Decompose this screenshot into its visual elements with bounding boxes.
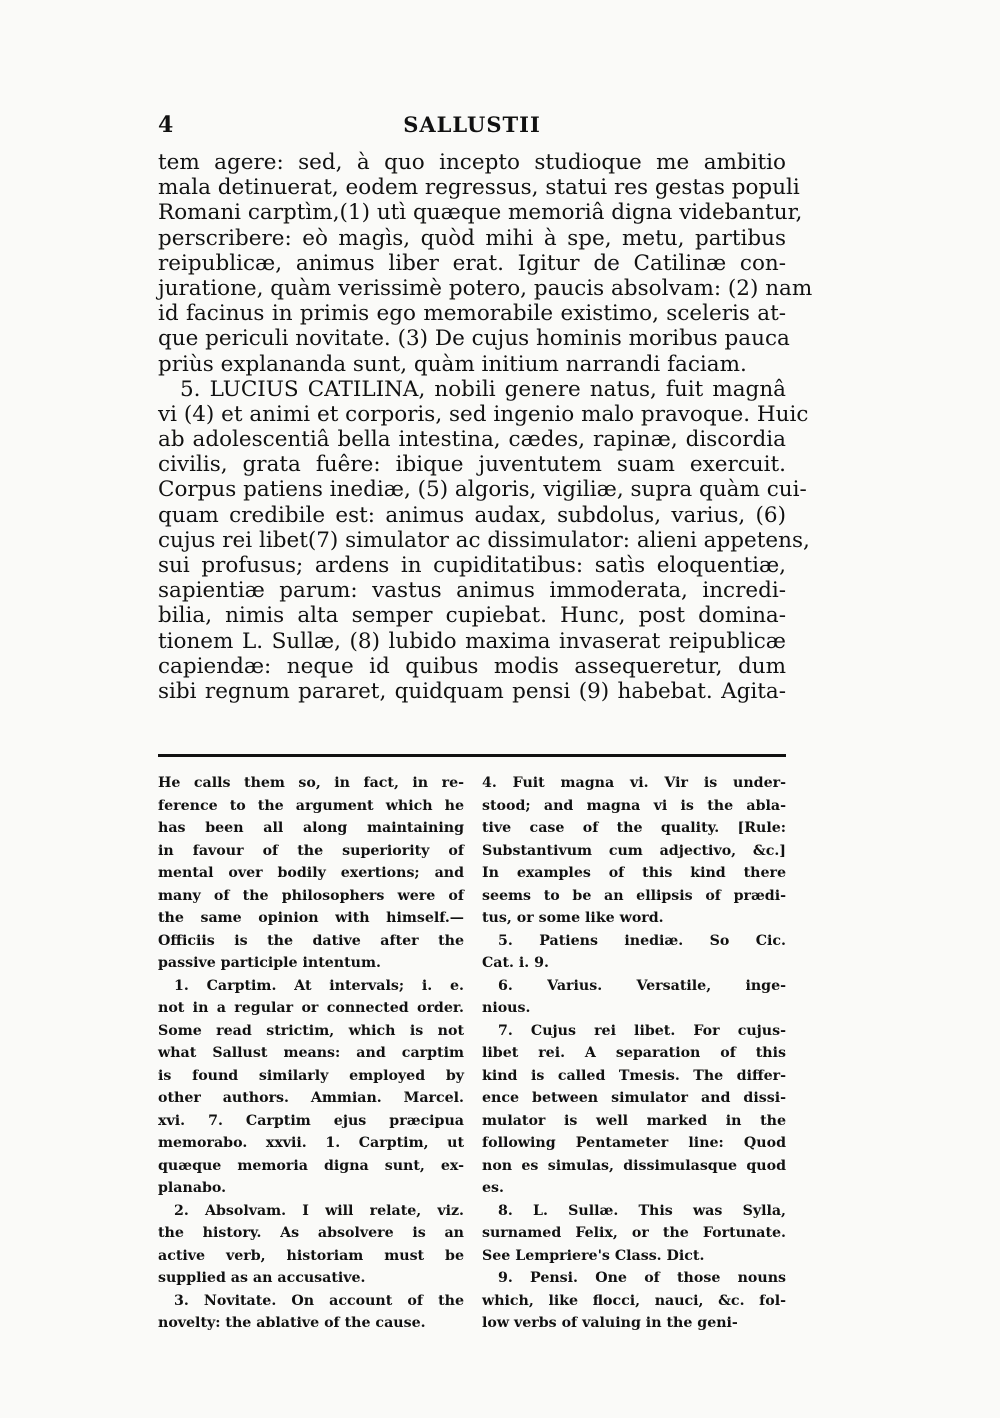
page-header — [158, 112, 786, 142]
page-number: 4 — [158, 112, 174, 138]
text-line: kind is called Tmesis. The differ- — [482, 1067, 786, 1084]
text-line: Romani carptìm,(1) utì quæque memoriâ digna videbantur, — [158, 200, 803, 226]
text-line: low verbs of valuing in the geni- — [482, 1315, 738, 1331]
text-line: Corpus patiens inediæ, (5) algoris, vigiliæ, supra quàm cui- — [158, 477, 807, 503]
text-line: See Lempriere's Class. Dict. — [482, 1247, 705, 1264]
text-line: reipublicæ, animus liber erat. Igitur de Catilinæ con- — [158, 250, 786, 276]
text-line: quam credibile est: animus audax, subdolus, varius, (6) — [158, 502, 786, 528]
text-line: id facinus in primis ego memorabile existimo, sceleris at- — [158, 301, 786, 327]
text-line: civilis, grata fuêre: ibique juventutem suam exercuit. — [158, 452, 786, 478]
text-line: novelty: the ablative of the cause. — [158, 1315, 426, 1331]
text-line: many of the philosophers were of — [158, 887, 464, 904]
text-line: planabo. — [158, 1180, 227, 1196]
text-line: tive case of the quality. [Rule: — [482, 820, 786, 836]
text-line: vi (4) et animi et corporis, sed ingenio malo pravoque. Huic — [158, 401, 809, 427]
text-line: which, like flocci, nauci, &c. fol- — [482, 1292, 786, 1309]
text-line: In examples of this kind there — [482, 865, 786, 881]
text-line: bilia, nimis alta semper cupiebat. Hunc, post domina- — [158, 603, 786, 629]
text-line: capiendæ: neque id quibus modis assequeretur, dum — [158, 653, 786, 679]
text-line: stood; and magna vi is the abla- — [482, 797, 786, 814]
text-line: Some read strictim, which is not — [158, 1022, 464, 1039]
text-line: seems to be an ellipsis of prædi- — [482, 887, 786, 904]
text-line: not in a regular or connected order. — [158, 1000, 464, 1016]
text-line: es. — [482, 1180, 504, 1196]
text-line: non es simulas, dissimulasque quod — [482, 1157, 786, 1174]
text-line: que periculi novitate. (3) De cujus hominis moribus pauca — [158, 326, 790, 352]
text-line: Substantivum cum adjectivo, &c.] — [482, 842, 786, 859]
text-line: priùs explananda sunt, quàm initium narrandi faciam. — [158, 351, 747, 377]
text-line: sui profusus; ardens in cupiditatibus: satìs eloquentiæ, — [158, 553, 786, 578]
text-line: following Pentameter line: Quod — [482, 1135, 786, 1151]
text-line: Cat. i. 9. — [482, 955, 549, 971]
text-line: 3. Novitate. On account of the — [174, 1292, 464, 1309]
text-line: sapientiæ parum: vastus animus immoderata, incredi- — [158, 578, 786, 604]
text-line: 6. Varius. Versatile, inge- — [498, 977, 786, 994]
text-line: ab adolescentiâ bella intestina, cædes, rapinæ, discordia — [158, 427, 786, 453]
text-line: 9. Pensi. One of those nouns — [498, 1270, 786, 1286]
running-title: SALLUSTII — [403, 112, 541, 137]
text-line: has been all along maintaining — [158, 820, 464, 836]
text-line: 4. Fuit magna vi. Vir is under- — [482, 775, 786, 791]
text-line: supplied as an accusative. — [158, 1270, 366, 1286]
text-line: mental over bodily exertions; and — [158, 865, 464, 881]
text-line: mala detinuerat, eodem regressus, statui res gestas populi — [158, 175, 800, 201]
main-text-block — [158, 150, 813, 704]
text-line: mulator is well marked in the — [482, 1112, 786, 1129]
text-line: libet rei. A separation of this — [482, 1045, 786, 1061]
text-line: active verb, historiam must be — [158, 1247, 464, 1264]
text-line: tem agere: sed, à quo incepto studioque me ambitio — [158, 150, 786, 175]
text-line: 5. LUCIUS CATILINA, nobili genere natus, fuit magnâ — [180, 376, 786, 402]
text-line: ference to the argument which he — [158, 797, 464, 814]
text-line: passive participle intentum. — [158, 955, 381, 971]
text-line: memorabo. xxvii. 1. Carptim, ut — [158, 1135, 464, 1151]
text-line: tus, or some like word. — [482, 910, 664, 926]
text-line: in favour of the superiority of — [158, 842, 464, 859]
text-line: surnamed Felix, or the Fortunate. — [482, 1225, 786, 1241]
text-line: juratione, quàm verissimè potero, paucis absolvam: (2) nam — [158, 275, 813, 301]
text-line: what Sallust means: and carptim — [158, 1045, 464, 1061]
text-line: sibi regnum pararet, quidquam pensi (9) habebat. Agita- — [158, 678, 786, 704]
text-line: is found similarly employed by — [158, 1067, 464, 1084]
text-line: 8. L. Sullæ. This was Sylla, — [498, 1202, 786, 1219]
text-line: other authors. Ammian. Marcel. — [158, 1090, 464, 1106]
footnotes-right-column — [482, 772, 786, 1335]
text-line: tionem L. Sullæ, (8) lubido maxima invaserat reipublicæ — [158, 628, 786, 654]
text-line: quæque memoria digna sunt, ex- — [158, 1157, 464, 1174]
text-line: He calls them so, in fact, in re- — [158, 775, 464, 791]
text-line: perscribere: eò magìs, quòd mihi à spe, metu, partibus — [158, 225, 786, 251]
footnotes-left-column — [158, 772, 464, 1335]
text-line: cujus rei libet(7) simulator ac dissimulator: alieni appetens, — [158, 527, 810, 553]
text-line: xvi. 7. Carptim ejus præcipua — [158, 1112, 464, 1129]
text-line: 1. Carptim. At intervals; i. e. — [174, 977, 464, 994]
text-line: 2. Absolvam. I will relate, viz. — [174, 1202, 464, 1219]
text-line: 5. Patiens inediæ. So Cic. — [498, 932, 786, 949]
text-line: 7. Cujus rei libet. For cujus- — [498, 1022, 786, 1039]
text-line: ence between simulator and dissi- — [482, 1090, 786, 1106]
text-line: Officiis is the dative after the — [158, 932, 464, 949]
text-line: nious. — [482, 1000, 531, 1016]
footnote-divider — [158, 754, 786, 757]
text-line: the history. As absolvere is an — [158, 1225, 464, 1241]
text-line: the same opinion with himself.— — [158, 910, 464, 926]
